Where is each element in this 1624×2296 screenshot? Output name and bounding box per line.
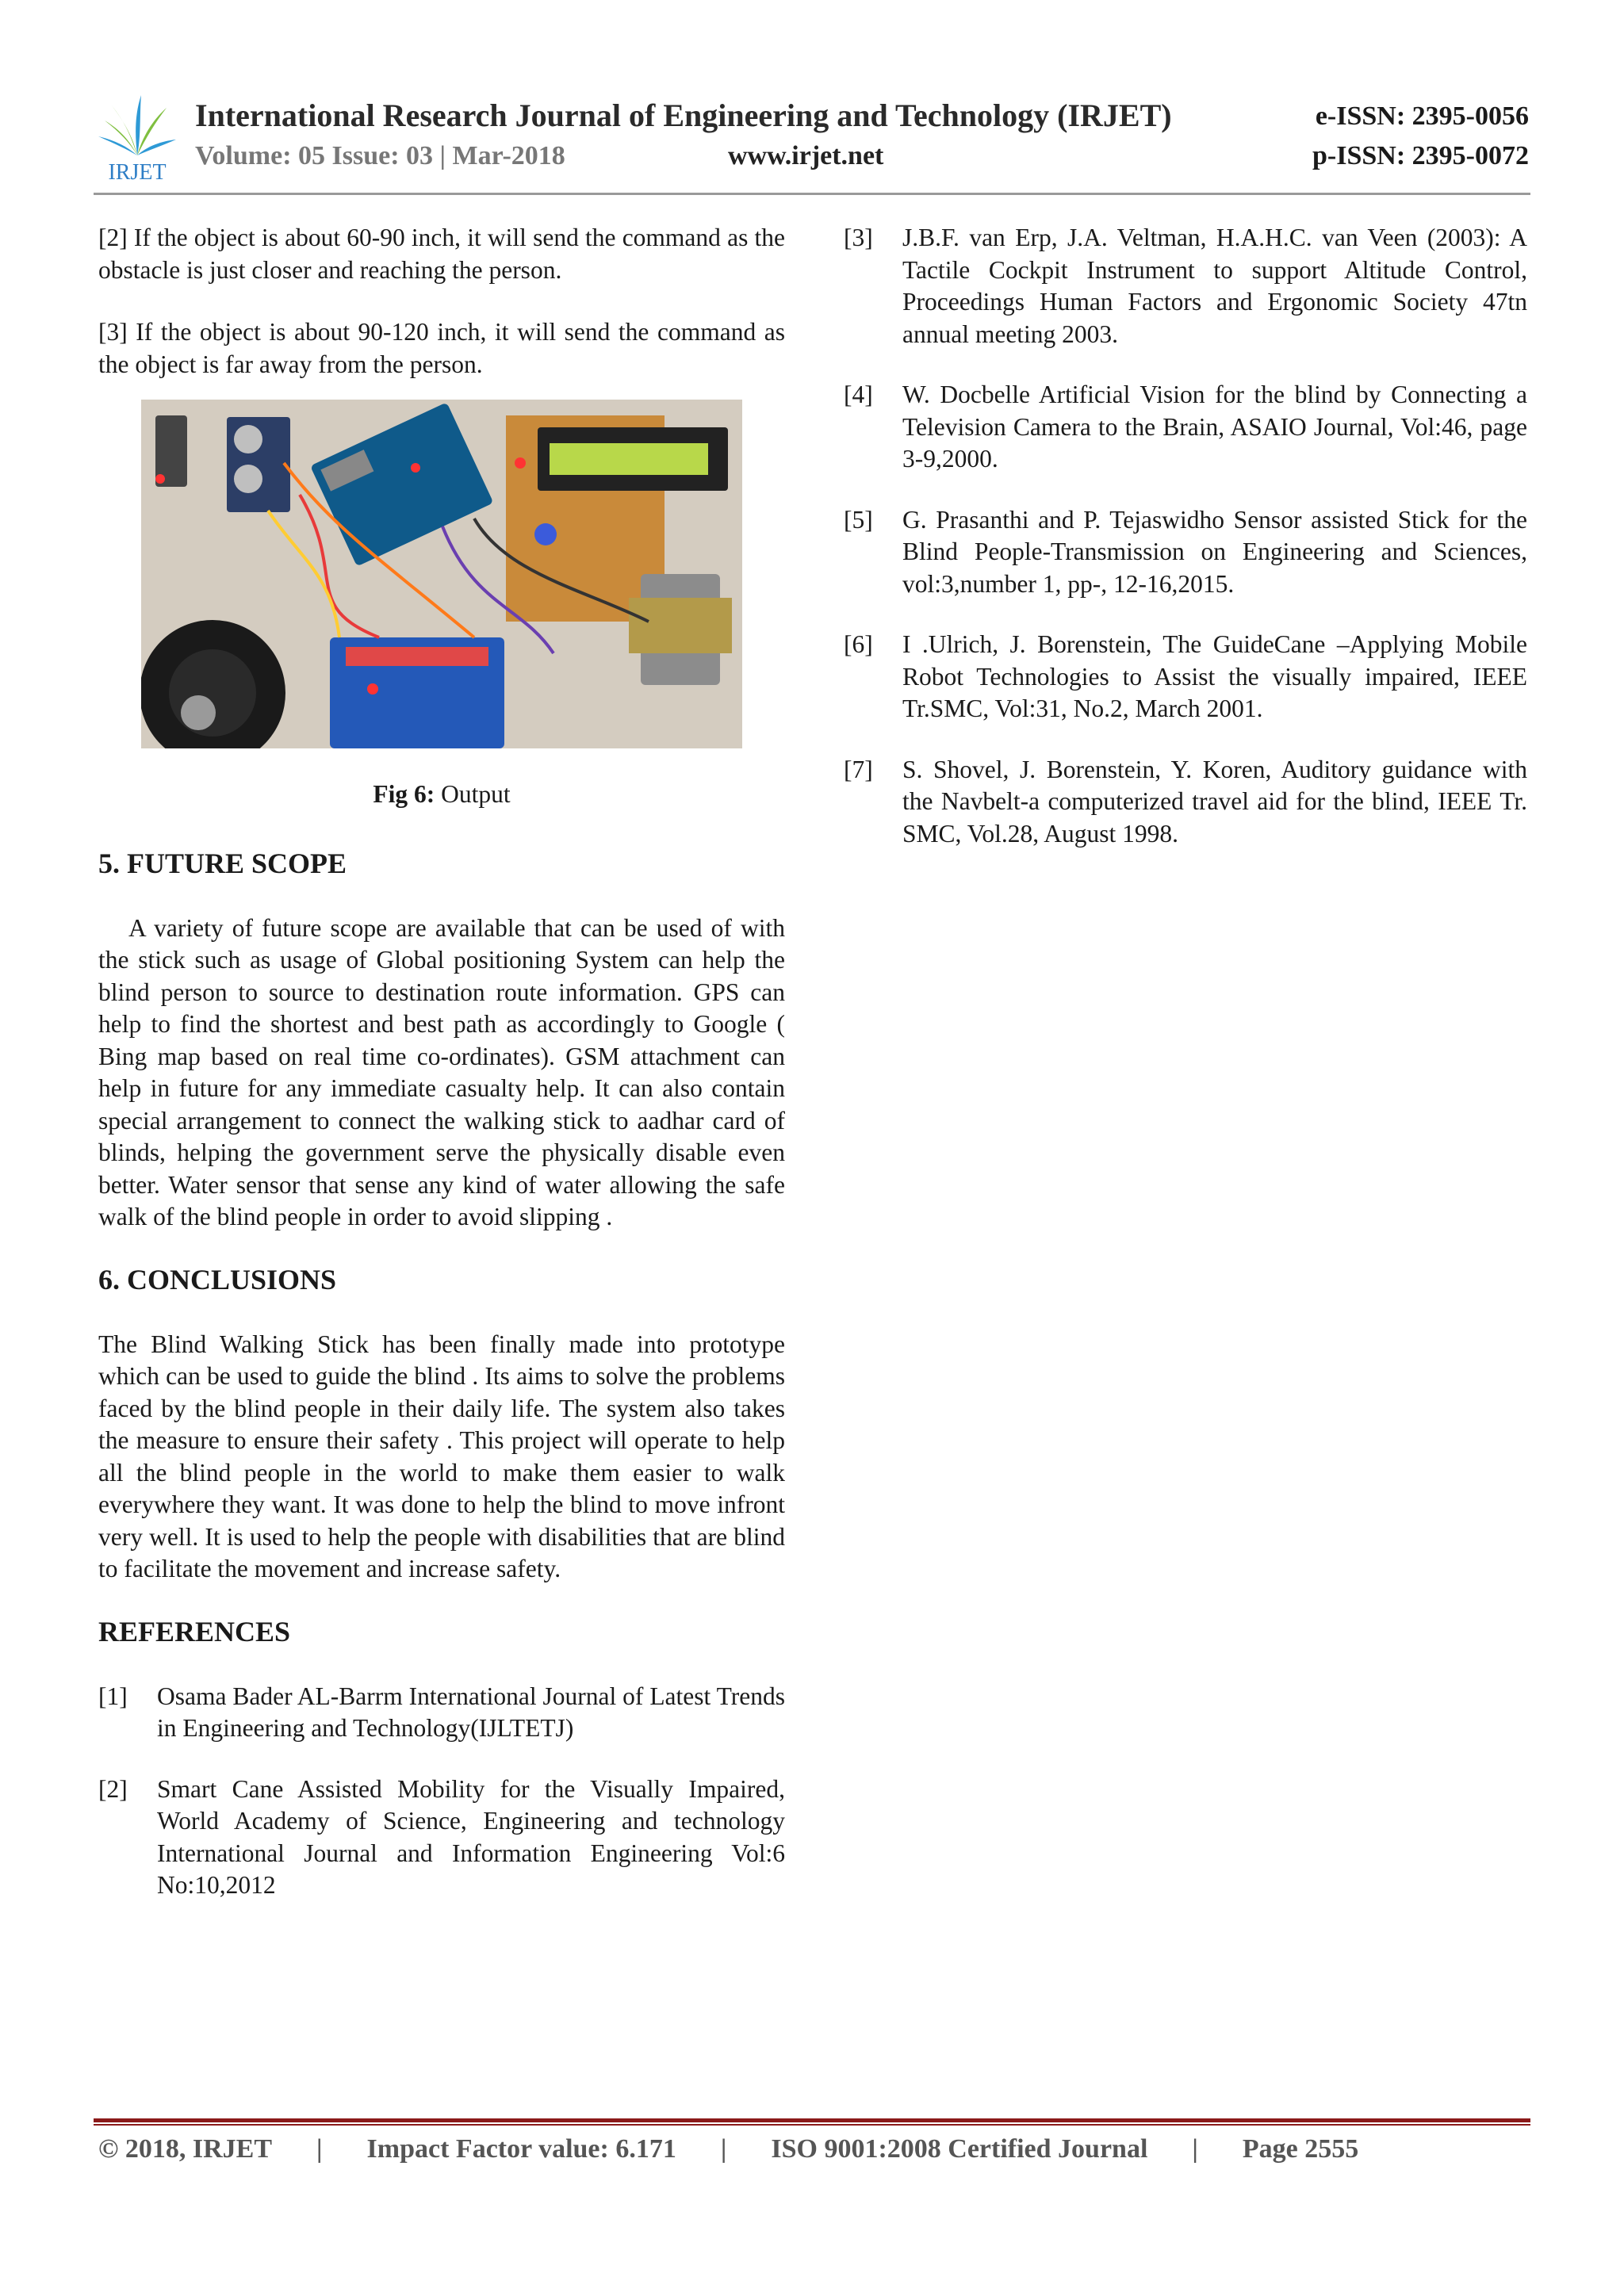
figure-caption-text: Output [435, 780, 511, 808]
reference-text: G. Prasanthi and P. Tejaswidho Sensor assisted Stick for the Blind People-Transmission on Engineering and Sciences, vol:3,number 1, pp-, 12-16,2015. [902, 505, 1527, 598]
footer-impact-factor: Impact Factor value: 6.171 [366, 2134, 676, 2164]
footer-copyright: © 2018, IRJET [98, 2134, 273, 2164]
section-heading-future-scope: 5. FUTURE SCOPE [98, 847, 347, 879]
reference-item [844, 504, 1527, 601]
footer-page-number: Page 2555 [1242, 2134, 1359, 2164]
reference-number: [2] [98, 1774, 128, 1803]
left-column [98, 222, 785, 1931]
page-footer [98, 2134, 1358, 2164]
reference-number: [3] [844, 224, 873, 251]
reference-number: [7] [844, 755, 873, 783]
footer-separator: | [720, 2134, 727, 2164]
reference-text: W. Docbelle Artificial Vision for the blind by Connecting a Television Camera to the Brain, ASAIO Journal, Vol:46, page 3-9,2000. [902, 381, 1527, 473]
reference-item [844, 222, 1527, 350]
page-header [94, 87, 1529, 198]
paragraph-condition-2: [2] If the object is about 60-90 inch, it will send the command as the obstacle is just closer and reaching the person. [98, 224, 785, 284]
reference-number: [4] [844, 381, 873, 408]
irjet-logo [94, 90, 181, 186]
journal-website[interactable]: www.irjet.net [728, 141, 884, 170]
reference-item [98, 1681, 785, 1745]
reference-text: S. Shovel, J. Borenstein, Y. Koren, Auditory guidance with the Navbelt-a computerized travel aid for the blind, IEEE Tr. SMC, Vol.28, August 1998. [902, 755, 1527, 848]
right-column [844, 222, 1527, 878]
reference-text: I .Ulrich, J. Borenstein, The GuideCane –Applying Mobile Robot Technologies to Assist the visually impaired, IEEE Tr.SMC, Vol:31, No.2, March 2001. [902, 630, 1527, 722]
e-issn: e-ISSN: 2395-0056 [1315, 101, 1529, 131]
p-issn: p-ISSN: 2395-0072 [1312, 141, 1529, 170]
volume-issue: Volume: 05 Issue: 03 | Mar-2018 [195, 141, 565, 170]
footer-separator: | [316, 2134, 323, 2164]
svg-text:IRJET: IRJET [108, 160, 167, 185]
reference-item [844, 379, 1527, 476]
reference-number: [6] [844, 630, 873, 658]
footer-iso-certification: ISO 9001:2008 Certified Journal [771, 2134, 1148, 2164]
figure-caption-label: Fig 6: [373, 780, 435, 808]
footer-separator: | [1192, 2134, 1198, 2164]
reference-text: Osama Bader AL-Barrm International Journal of Latest Trends in Engineering and Technology(IJLTETJ) [157, 1682, 785, 1742]
prototype-circuit-image [141, 400, 742, 748]
header-divider [94, 193, 1530, 195]
future-scope-text: A variety of future scope are available that can be used of with the stick such as usage of Global positioning System can help the blind person to source to destination route information. GPS can help to find the shortest and best path as accordingly to Google ( Bing map based on real time co-ordinates). GSM attachment can help in future for any immediate casualty help. It can also contain special arrangement to connect the walking stick to aadhar card of blinds, helping the government serve the physically disable even better. Water sensor that sense any kind of water allowing the safe walk of the blind people in order to avoid slipping . [98, 913, 785, 1230]
reference-number: [5] [844, 505, 873, 534]
journal-title: International Research Journal of Engineering and Technology (IRJET) [195, 98, 1172, 133]
footer-divider [94, 2118, 1530, 2122]
reference-item [844, 629, 1527, 725]
reference-text: Smart Cane Assisted Mobility for the Visually Impaired, World Academy of Science, Engineering and technology International Journal and Information Engineering Vol:6 No:10,2012 [157, 1774, 785, 1899]
section-heading-references: REFERENCES [98, 1615, 291, 1647]
reference-text: J.B.F. van Erp, J.A. Veltman, H.A.H.C. van Veen (2003): A Tactile Cockpit Instrument to support Altitude Control, Proceedings Human Factors and Ergonomic Society 47tn annual meeting 2003. [902, 224, 1527, 348]
reference-item [844, 754, 1527, 851]
figure-output-photo [141, 400, 742, 748]
footer-divider-thin [94, 2124, 1530, 2126]
figure-caption [98, 779, 785, 811]
conclusions-text: The Blind Walking Stick has been finally made into prototype which can be used to guide the blind . Its aims to solve the problems faced by the blind people in their daily life. The system also takes the measure to ensure their safety . This project will operate to help all the blind people in the world to make them easier to walk everywhere they want. It was done to help the blind to move infront very well. It is used to help the people with disabilities that are blind to facilitate the movement and increase safety. [98, 1330, 785, 1582]
reference-item [98, 1774, 785, 1902]
paragraph-condition-3: [3] If the object is about 90-120 inch, it will send the command as the object is far away from the person. [98, 318, 785, 378]
section-heading-conclusions: 6. CONCLUSIONS [98, 1263, 337, 1295]
reference-number: [1] [98, 1682, 128, 1710]
